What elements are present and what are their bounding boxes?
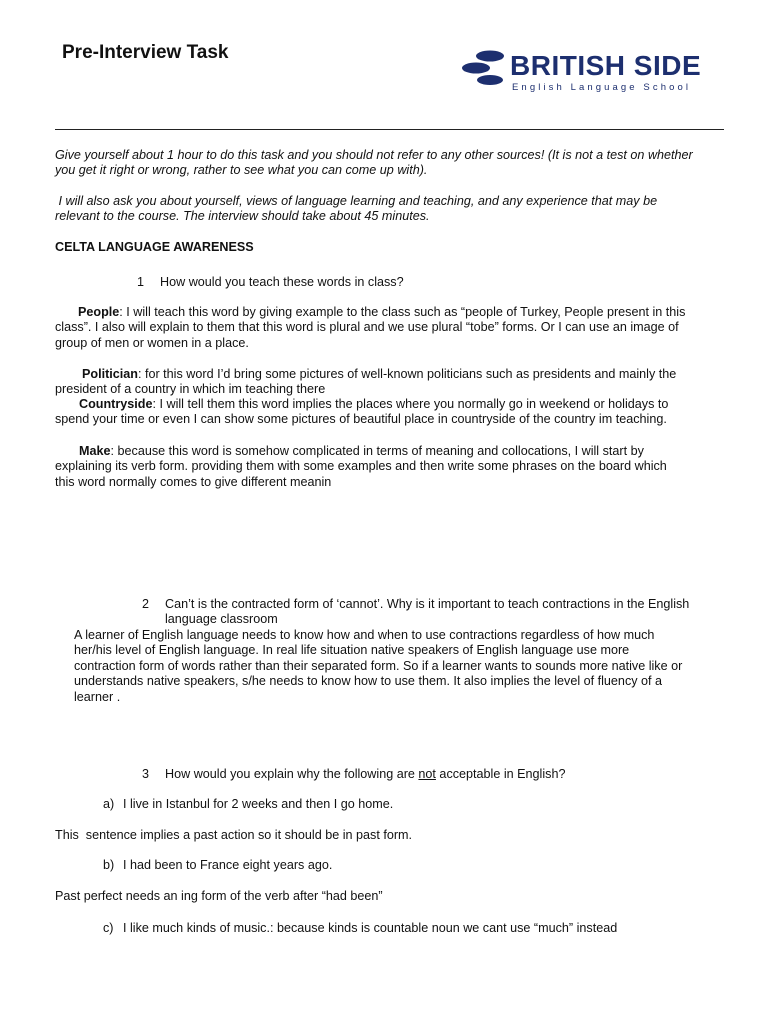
intro-paragraph-2: I will also ask you about yourself, views of language learning and teaching, and any experience that may be relevant to the course. The interview should take about 45 minutes. [55,194,661,224]
answer-politician [55,367,695,398]
item-c-text: I like much kinds of music.: because kinds is countable noun we cant use “much” instead [123,921,618,935]
item-a-answer: This sentence implies a past action so it should be in past form. [55,828,413,842]
logo-mark-icon [462,48,508,88]
term-politician: Politician [82,367,138,381]
logo-subtitle: English Language School [512,82,692,93]
header-divider [55,129,724,130]
question-2-text: Can’t is the contracted form of ‘cannot’. Why is it important to teach contractions in the English language classroom [165,597,690,627]
term-make: Make [79,444,111,458]
answer-make-text: : because this word is somehow complicated in terms of meaning and collocations, I will start by explaining its verb form. providing them with some examples and then write some phrases on the board which this word normally comes to give different meanin [55,444,667,489]
question-2-answer: A learner of English language needs to know how and when to use contractions regardless of how much her/his level of English language. In real life situation native speakers of English language use more contraction form of words rather than their separated form. So if a learner wants to sounds more native like or understands native speakers, s/he needs to know how to use them. It also implies the level of fluency of a learner . [74,628,683,704]
term-countryside: Countryside [79,397,153,411]
answer-countryside-text: : I will tell them this word implies the places where you normally go in weekend or holidays to spend your time or even I can show some pictures of beautiful place in countryside of the country im teaching. [55,397,669,427]
question-3-text-start: How would you explain why the following are [165,767,419,781]
answer-make [55,444,685,490]
logo-name: BRITISH SIDE [510,50,702,81]
section-heading: CELTA LANGUAGE AWARENESS [55,240,254,254]
answer-people-text: : I will teach this word by giving example to the class such as “people of Turkey, People present in this class”. I also will explain to them that this word is plural and we use plural “tobe” forms. Or I can use an image of group of men or women in a place. [55,305,686,350]
question-3-number: 3 [142,767,150,781]
answer-people [55,305,695,351]
item-a-label: a) [103,797,115,811]
question-3-text [165,767,565,782]
intro-paragraph-1: Give yourself about 1 hour to do this task and you should not refer to any other sources! (It is not a test on whether you get it right or wrong, rather to see what you can come up with). [55,148,693,178]
question-1-number: 1 [137,275,145,289]
term-people: People [78,305,120,319]
question-1-text: How would you teach these words in class? [160,275,404,289]
item-b-answer: Past perfect needs an ing form of the verb after “had been” [55,889,383,903]
page-title: Pre-Interview Task [62,42,229,63]
answer-politician-text: : for this word I’d bring some pictures of well-known politicians such as presidents and mainly the president of a country in which im teaching there [55,367,677,397]
answer-countryside [55,397,695,428]
item-b-label: b) [103,858,115,872]
question-3-not: not [418,767,436,781]
question-3-text-end: acceptable in English? [435,767,566,781]
item-c-label: c) [103,921,114,935]
question-2-number: 2 [142,597,150,611]
item-b-text: I had been to France eight years ago. [123,858,333,872]
item-a-text: I live in Istanbul for 2 weeks and then I go home. [123,797,394,811]
school-logo [462,48,724,98]
